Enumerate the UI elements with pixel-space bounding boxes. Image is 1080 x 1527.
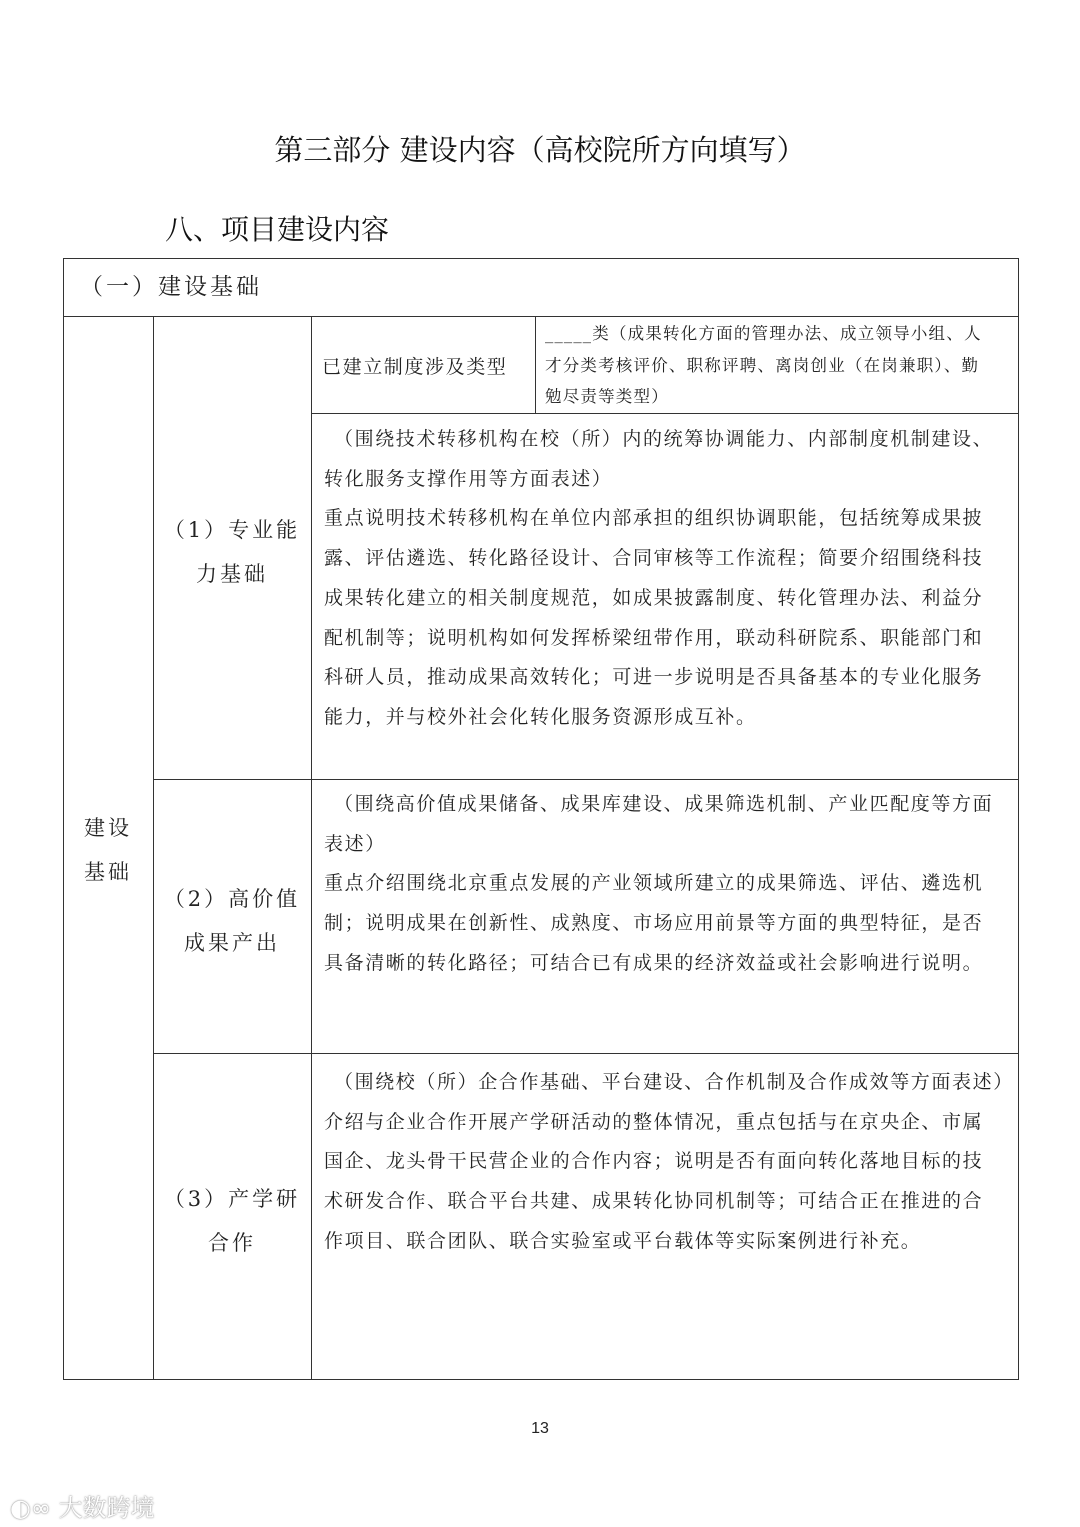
table-border	[311, 316, 312, 1380]
table-border	[63, 1379, 1019, 1380]
page-number: 13	[531, 1420, 549, 1437]
text-line: _____类（成果转化方面的管理办法、成立领导小组、人	[545, 324, 982, 343]
table-border	[535, 316, 536, 413]
text-line: 配机制等；说明机构如何发挥桥梁纽带作用，联动科研院系、职能部门和	[324, 626, 984, 649]
system-type-label: 已建立制度涉及类型	[322, 356, 508, 378]
text-line: 重点说明技术转移机构在单位内部承担的组织协调职能，包括统筹成果披	[324, 507, 984, 530]
row-label-industry-research-cooperation	[153, 1177, 311, 1265]
label-line: （2）高价值	[163, 887, 301, 911]
table-border	[153, 779, 1019, 780]
text-line: 勉尽责等类型）	[545, 387, 669, 406]
text-line: 转化服务支撑作用等方面表述）	[324, 467, 613, 490]
row-content-professional-capability[interactable]	[324, 420, 993, 738]
watermark-icon: ◐∞	[10, 1494, 59, 1522]
label-line: 力基础	[196, 562, 268, 586]
table-border	[311, 413, 1019, 414]
text-line: 露、评估遴选、转化路径设计、合同审核等工作流程；简要介绍围绕科技	[324, 547, 984, 570]
text-line: 科研人员，推动成果高效转化；可进一步说明是否具备基本的专业化服务	[324, 666, 984, 689]
side-label	[63, 806, 153, 894]
table-border	[1018, 258, 1019, 1380]
text-line: 具备清晰的转化路径；可结合已有成果的经济效益或社会影响进行说明。	[324, 951, 984, 974]
text-line: 术研发合作、联合平台共建、成果转化协同机制等；可结合正在推进的合	[324, 1190, 984, 1213]
part-title: 第三部分 建设内容（高校院所方向填写）	[274, 133, 806, 167]
subsection-heading: （一）建设基础	[80, 274, 262, 300]
text-line: 成果转化建立的相关制度规范，如成果披露制度、转化管理办法、利益分	[324, 586, 984, 609]
text-line: 能力，并与校外社会化转化服务资源形成互补。	[324, 705, 757, 728]
table-border	[153, 1053, 1019, 1054]
watermark-text: 大数跨境	[58, 1494, 155, 1522]
side-label-line: 建设	[84, 816, 132, 840]
text-line: （围绕技术转移机构在校（所）内的统筹协调能力、内部制度机制建设、	[334, 428, 994, 450]
text-line: 制；说明成果在创新性、成熟度、市场应用前景等方面的典型特征，是否	[324, 912, 984, 935]
watermark-logo	[10, 1488, 155, 1523]
section-heading: 八、项目建设内容	[165, 213, 390, 246]
label-line: （3）产学研	[163, 1187, 301, 1211]
system-type-value[interactable]	[545, 318, 982, 413]
text-line: （围绕高价值成果储备、成果库建设、成果筛选机制、产业匹配度等方面	[334, 793, 994, 815]
label-line: （1）专业能	[163, 518, 301, 542]
text-line: （围绕校（所）企合作基础、平台建设、合作机制及合作成效等方面表述）	[334, 1071, 1014, 1093]
label-line: 成果产出	[184, 931, 280, 955]
text-line: 重点介绍围绕北京重点发展的产业领域所建立的成果筛选、评估、遴选机	[324, 872, 984, 895]
row-label-high-value-output	[153, 877, 311, 965]
row-label-professional-capability	[153, 508, 311, 596]
side-label-line: 基础	[84, 860, 132, 884]
table-border	[63, 258, 1019, 259]
text-line: 作项目、联合团队、联合实验室或平台载体等实际案例进行补充。	[324, 1229, 922, 1252]
text-line: 才分类考核评价、职称评聘、离岗创业（在岗兼职）、勤	[545, 355, 980, 375]
text-line: 国企、龙头骨干民营企业的合作内容；说明是否有面向转化落地目标的技	[324, 1150, 984, 1173]
table-border	[63, 316, 1019, 317]
row-content-industry-research-cooperation[interactable]	[324, 1063, 1014, 1262]
label-line: 合作	[208, 1231, 256, 1255]
row-content-high-value-output[interactable]	[324, 785, 993, 984]
text-line: 表述）	[324, 832, 386, 855]
text-line: 介绍与企业合作开展产学研活动的整体情况，重点包括与在京央企、市属	[324, 1110, 984, 1133]
